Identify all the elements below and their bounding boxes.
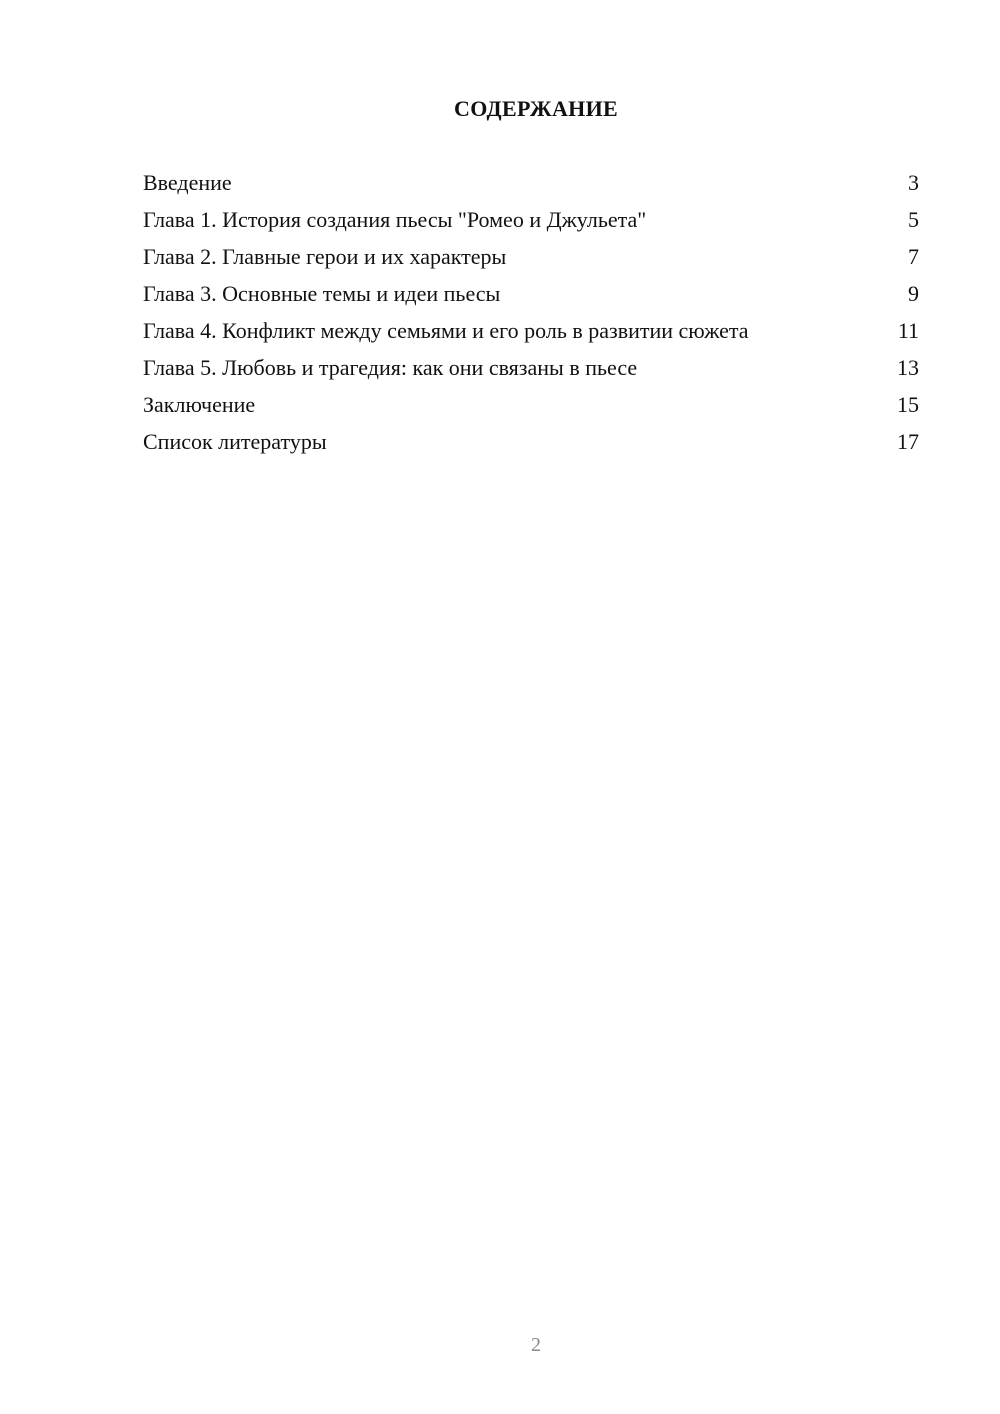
toc-entry-label: Глава 5. Любовь и трагедия: как они связаны в пьесе — [143, 355, 638, 380]
page-title: СОДЕРЖАНИЕ — [454, 96, 618, 121]
toc-entry-page-number: 5 — [908, 207, 919, 232]
toc-entry-label: Глава 2. Главные герои и их характеры — [143, 244, 507, 269]
page-number: 2 — [531, 1334, 541, 1356]
toc-entry-chapter-4 — [143, 318, 919, 344]
toc-entry-page-number: 11 — [897, 318, 919, 343]
toc-entry-chapter-2 — [143, 244, 919, 270]
toc-entry-label: Заключение — [143, 392, 256, 417]
toc-entry-chapter-5 — [143, 355, 919, 381]
toc-entry-conclusion — [143, 392, 919, 418]
toc-entry-page-number: 3 — [908, 170, 919, 195]
toc-entry-page-number: 7 — [908, 244, 919, 269]
toc-entry-label: Список литературы — [143, 429, 327, 454]
toc-entry-label: Глава 3. Основные темы и идеи пьесы — [143, 281, 501, 306]
toc-entry-page-number: 9 — [908, 281, 919, 306]
toc-entry-references — [143, 429, 919, 455]
toc-entry-introduction — [143, 170, 919, 196]
toc-entry-label: Глава 1. История создания пьесы "Ромео и Джульета" — [143, 207, 647, 232]
toc-entry-label: Введение — [143, 170, 232, 195]
table-of-contents — [143, 170, 919, 466]
toc-entry-page-number: 13 — [897, 355, 919, 380]
toc-entry-chapter-3 — [143, 281, 919, 307]
toc-entry-page-number: 15 — [897, 392, 919, 417]
toc-entry-label: Глава 4. Конфликт между семьями и его роль в развитии сюжета — [143, 318, 749, 343]
toc-entry-page-number: 17 — [897, 429, 919, 454]
toc-entry-chapter-1 — [143, 207, 919, 233]
